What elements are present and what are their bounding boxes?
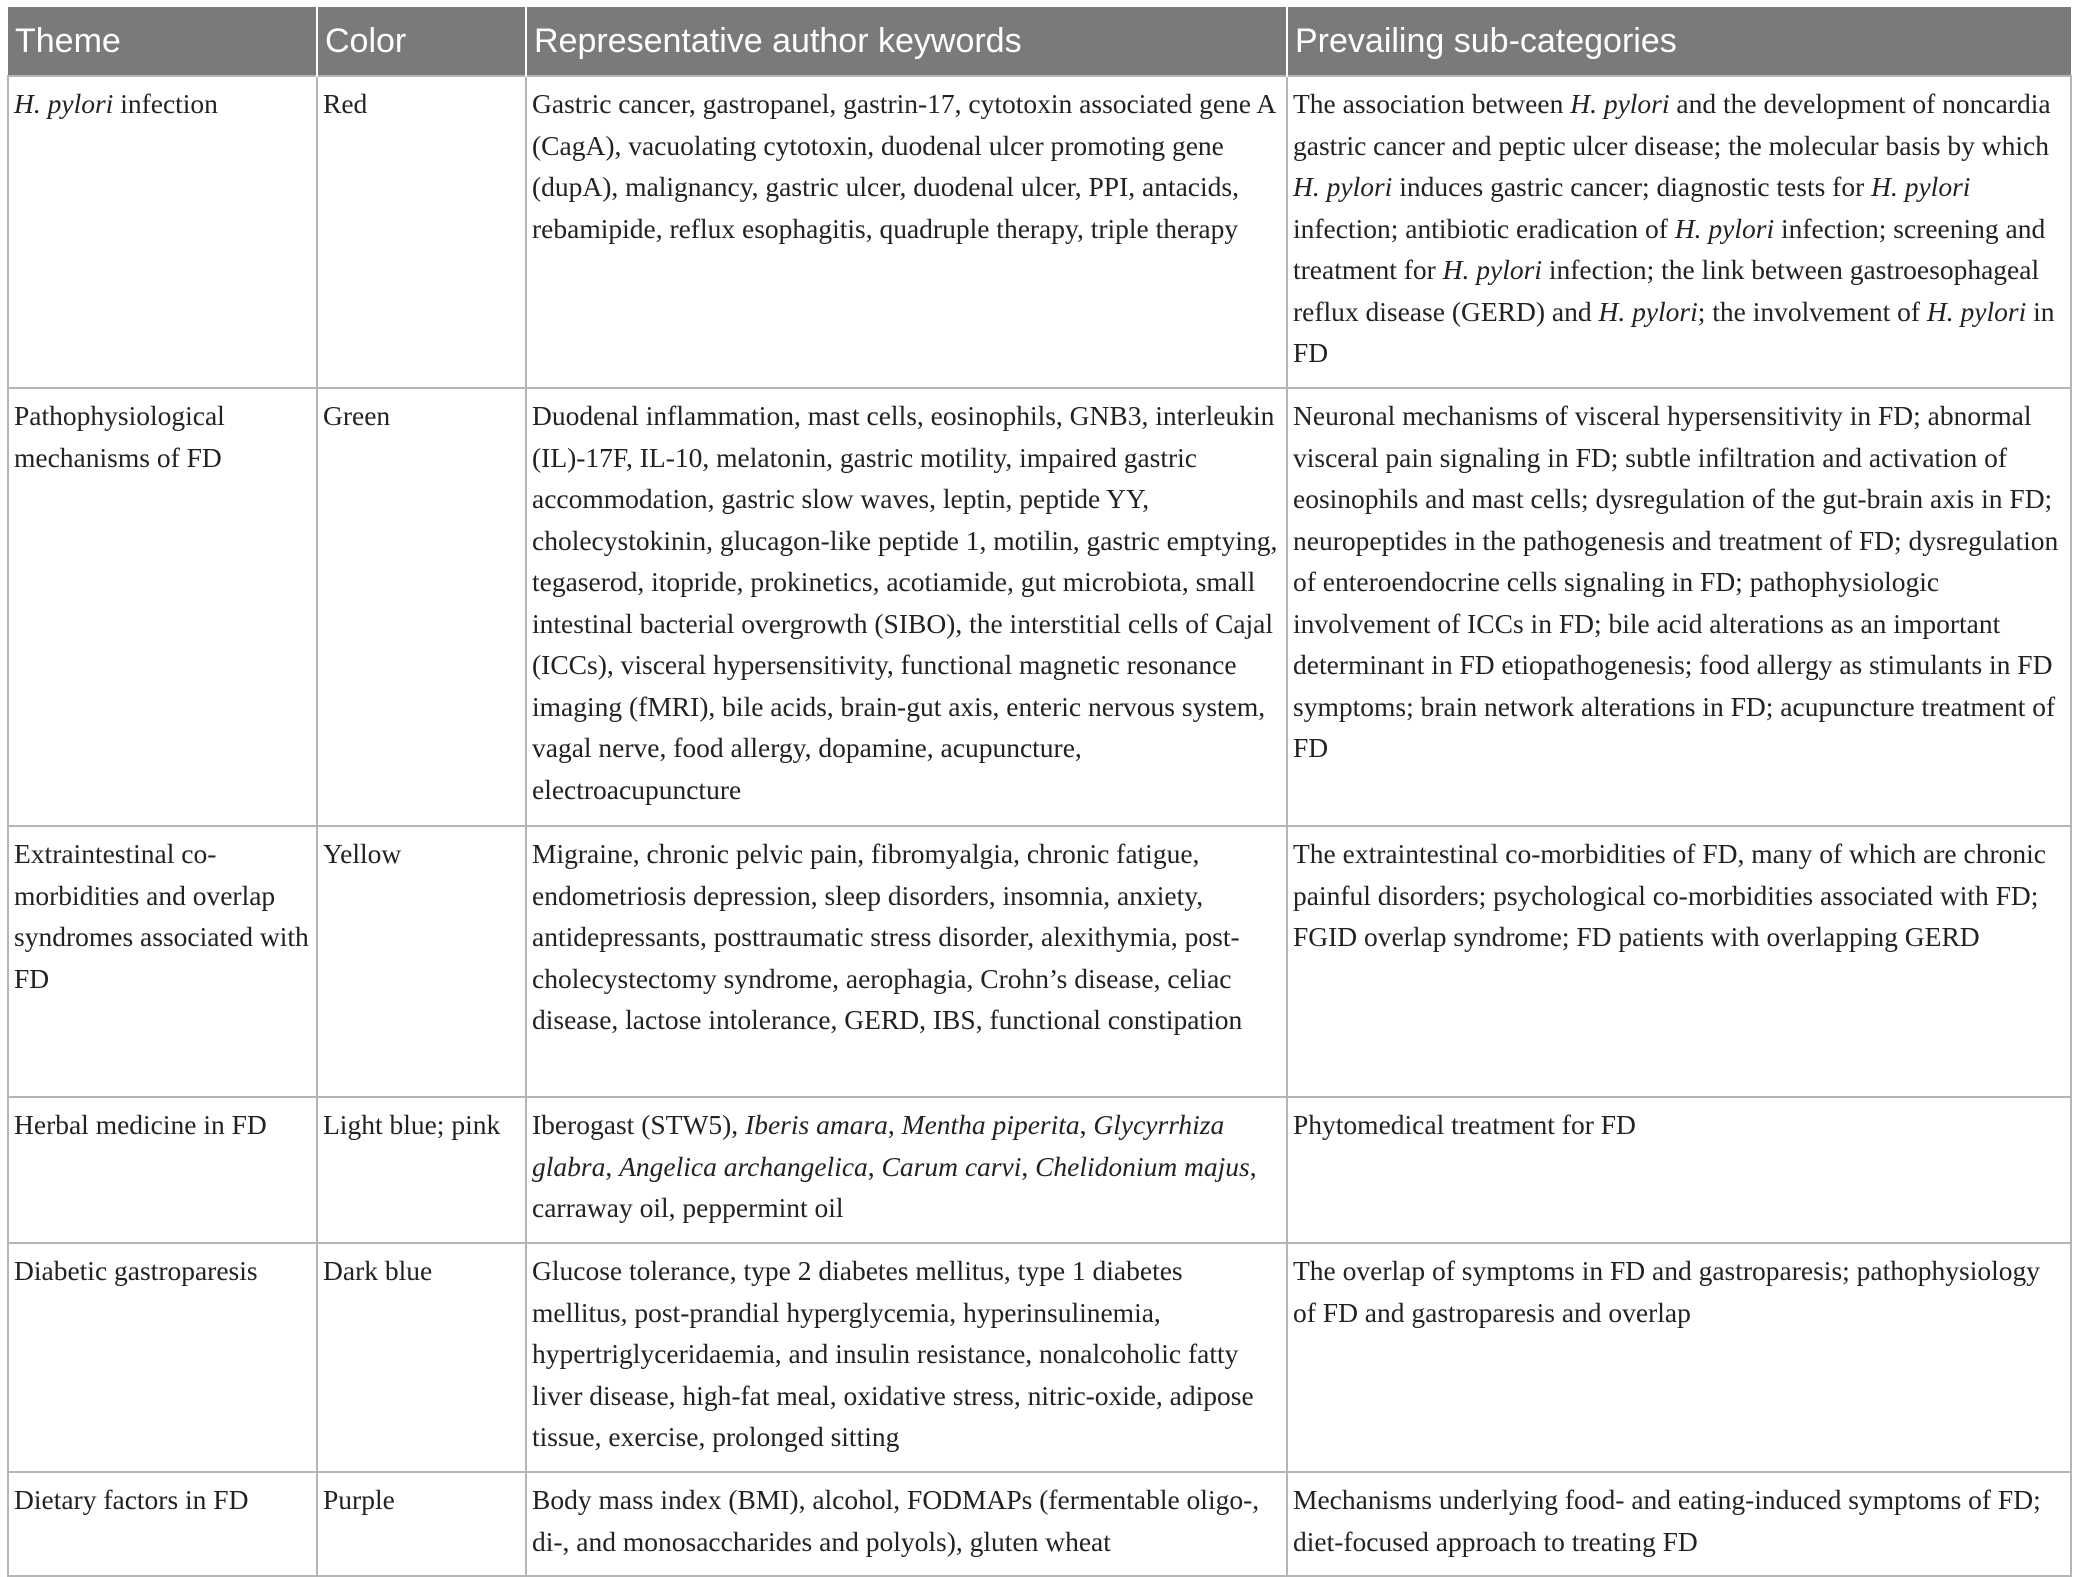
italic-term: H. pylori — [14, 88, 114, 119]
color-cell: Yellow — [317, 826, 526, 1097]
theme-cell: Pathophysiological mechanisms of FD — [8, 388, 317, 826]
italic-term: Angelica archangelica — [619, 1150, 868, 1182]
subcategories-cell: Neuronal mechanisms of visceral hypersensitivity in FD; abnormal visceral pain signaling in FD; subtle infiltration and activation of eosinophils and mast cells; dysregulation of the gut-brain axis in FD; neuropeptides in the pathogenesis and treatment of FD; dysregulation of enteroendocrine cells signaling in FD; pathophysiologic involvement of ICCs in FD; bile acid alterations as an important determinant in FD etiopathogenesis; food allergy as stimulants in FD symptoms; brain network alterations in FD; acupuncture treatment of FD — [1287, 388, 2071, 826]
italic-term: Mentha piperita — [901, 1109, 1080, 1140]
table-row — [8, 1243, 2071, 1472]
table-row — [8, 76, 2071, 388]
color-cell: Purple — [317, 1472, 526, 1576]
themes-table — [7, 7, 2072, 1577]
italic-term: H. pylori — [1570, 88, 1670, 119]
italic-term: H. pylori — [1293, 171, 1393, 202]
header-subcategories: Prevailing sub-categories — [1287, 7, 2071, 76]
subcategories-cell: The overlap of symptoms in FD and gastroparesis; pathophysiology of FD and gastroparesis and overlap — [1287, 1243, 2071, 1472]
keywords-cell: Iberogast (STW5), Iberis amara, Mentha piperita, Glycyrrhiza glabra, Angelica archangelica, Carum carvi, Chelidonium majus, carraway oil, peppermint oil — [526, 1097, 1287, 1243]
subcategories-cell: The association between H. pylori and the development of noncardia gastric cancer and peptic ulcer disease; the molecular basis by which H. pylori induces gastric cancer; diagnostic tests for H. pylori infection; antibiotic eradication of H. pylori infection; screening and treatment for H. pylori infection; the link between gastroesophageal reflux disease (GERD) and H. pylori; the involvement of H. pylori in FD — [1287, 76, 2071, 388]
italic-term: Glycyrrhiza glabra — [532, 1109, 1225, 1182]
italic-term: H. pylori — [1442, 254, 1542, 285]
header-theme: Theme — [8, 7, 317, 76]
italic-term: Iberis amara — [745, 1109, 888, 1140]
table-row — [8, 1472, 2071, 1576]
theme-cell: Extraintestinal co-morbidities and overlap syndromes associated with FD — [8, 826, 317, 1097]
subcategories-cell: Phytomedical treatment for FD — [1287, 1097, 2071, 1243]
italic-term: H. pylori — [1926, 295, 2027, 327]
keywords-cell: Gastric cancer, gastropanel, gastrin-17, cytotoxin associated gene A (CagA), vacuolating cytotoxin, duodenal ulcer promoting gene (dupA), malignancy, gastric ulcer, duodenal ulcer, PPI, antacids, rebamipide, reflux esophagitis, quadruple therapy, triple therapy — [526, 76, 1287, 388]
italic-term: H. pylori — [1598, 295, 1698, 327]
header-color: Color — [317, 7, 526, 76]
subcategories-cell: Mechanisms underlying food- and eating-induced symptoms of FD; diet-focused approach to treating FD — [1287, 1472, 2071, 1576]
keywords-cell: Migraine, chronic pelvic pain, fibromyalgia, chronic fatigue, endometriosis depression, sleep disorders, insomnia, anxiety, antidepressants, posttraumatic stress disorder, alexithymia, post-cholecystectomy syndrome, aerophagia, Crohn’s disease, celiac disease, lactose intolerance, GERD, IBS, functional constipation — [526, 826, 1287, 1097]
italic-term: H. pylori — [1871, 171, 1971, 202]
table-row — [8, 826, 2071, 1097]
table-row — [8, 1097, 2071, 1243]
color-cell: Red — [317, 76, 526, 388]
keywords-cell: Duodenal inflammation, mast cells, eosinophils, GNB3, interleukin (IL)-17F, IL-10, melatonin, gastric motility, impaired gastric accommodation, gastric slow waves, leptin, peptide YY, cholecystokinin, glucagon-like peptide 1, motilin, gastric emptying, tegaserod, itopride, prokinetics, acotiamide, gut microbiota, small intestinal bacterial overgrowth (SIBO), the interstitial cells of Cajal (ICCs), visceral hypersensitivity, functional magnetic resonance imaging (fMRI), bile acids, brain-gut axis, enteric nervous system, vagal nerve, food allergy, dopamine, acupuncture, electroacupuncture — [526, 388, 1287, 826]
themes-table-container — [7, 7, 2070, 1577]
header-keywords: Representative author keywords — [526, 7, 1287, 76]
color-cell: Green — [317, 388, 526, 826]
theme-cell: H. pylori infection — [8, 76, 317, 388]
italic-term: H. pylori — [1674, 212, 1775, 244]
subcategories-cell: The extraintestinal co-morbidities of FD, many of which are chronic painful disorders; psychological co-morbidities associated with FD; FGID overlap syndrome; FD patients with overlapping GERD — [1287, 826, 2071, 1097]
theme-cell: Herbal medicine in FD — [8, 1097, 317, 1243]
keywords-cell: Body mass index (BMI), alcohol, FODMAPs (fermentable oligo-, di-, and monosaccharides and polyols), gluten wheat — [526, 1472, 1287, 1576]
keywords-cell: Glucose tolerance, type 2 diabetes mellitus, type 1 diabetes mellitus, post-prandial hyperglycemia, hyperinsulinemia, hypertriglyceridaemia, and insulin resistance, nonalcoholic fatty liver disease, high-fat meal, oxidative stress, nitric-oxide, adipose tissue, exercise, prolonged sitting — [526, 1243, 1287, 1472]
color-cell: Dark blue — [317, 1243, 526, 1472]
italic-term: Chelidonium majus — [1035, 1150, 1250, 1182]
italic-term: Carum carvi — [881, 1150, 1022, 1182]
table-row — [8, 388, 2071, 826]
table-header-row — [8, 7, 2071, 76]
theme-cell: Diabetic gastroparesis — [8, 1243, 317, 1472]
color-cell: Light blue; pink — [317, 1097, 526, 1243]
theme-cell: Dietary factors in FD — [8, 1472, 317, 1576]
